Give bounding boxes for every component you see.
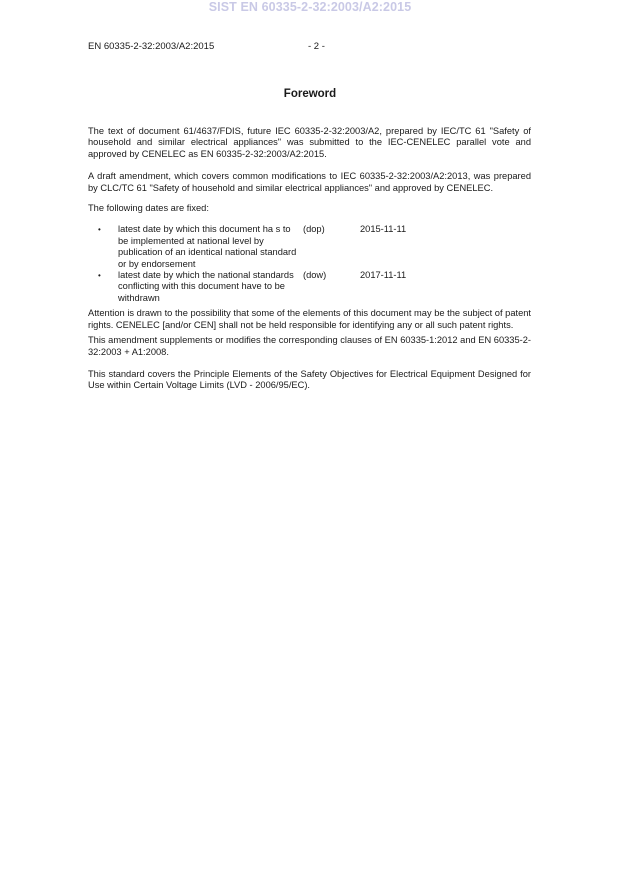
- dates-list: [88, 224, 531, 304]
- bullet-icon: •: [98, 225, 101, 235]
- paragraph-draft-amendment: A draft amendment, which covers common modifications to IEC 60335-2-32:2003/A2:2013, was prepared by CLC/TC 61 "Safety of household and similar electrical appliances" and approved by CENELEC.: [88, 171, 531, 193]
- date-value: 2015-11-11: [360, 224, 407, 235]
- paragraph-fdis: The text of document 61/4637/FDIS, future IEC 60335-2-32:2003/A2, prepared by IEC/TC 61 "Safety of household and similar electrical appliances" was submitted to the IEC-CENELEC parallel vote and approved by CENELEC as EN 60335-2-32:2003/A2:2015.: [88, 126, 531, 159]
- document-id: EN 60335-2-32:2003/A2:2015: [88, 41, 215, 52]
- date-abbreviation: (dop): [303, 224, 325, 235]
- watermark: SIST EN 60335-2-32:2003/A2:2015: [208, 0, 412, 14]
- paragraph-lvd-coverage: This standard covers the Principle Elements of the Safety Objectives for Electrical Equipment Designed for Use within Certain Voltage Limits (LVD - 2006/95/EC).: [88, 368, 531, 391]
- paragraph-amendment-scope: This amendment supplements or modifies the corresponding clauses of EN 60335-1:2012 and EN 60335-2-32:2003 + A1:2008.: [88, 335, 531, 357]
- date-description: latest date by which this document ha s to be implemented at national level by publication of an identical national standard or by endorsement: [118, 224, 297, 269]
- document-body: [88, 126, 531, 392]
- paragraph-patent-rights: Attention is drawn to the possibility that some of the elements of this document may be the subject of patent rights. CENELEC [and/or CEN] shall not be held responsible for identifying any or all such patent rights.: [88, 308, 531, 330]
- page-title: Foreword: [283, 88, 337, 100]
- date-value: 2017-11-11: [360, 270, 407, 281]
- bullet-icon: •: [98, 271, 101, 281]
- page-number: - 2 -: [308, 41, 325, 52]
- date-item-dow: [88, 270, 531, 304]
- date-item-dop: [88, 224, 531, 270]
- date-abbreviation: (dow): [303, 270, 327, 281]
- date-description: latest date by which the national standards conflicting with this document have to be withdrawn: [118, 270, 294, 303]
- paragraph-dates-intro: The following dates are fixed:: [88, 203, 209, 214]
